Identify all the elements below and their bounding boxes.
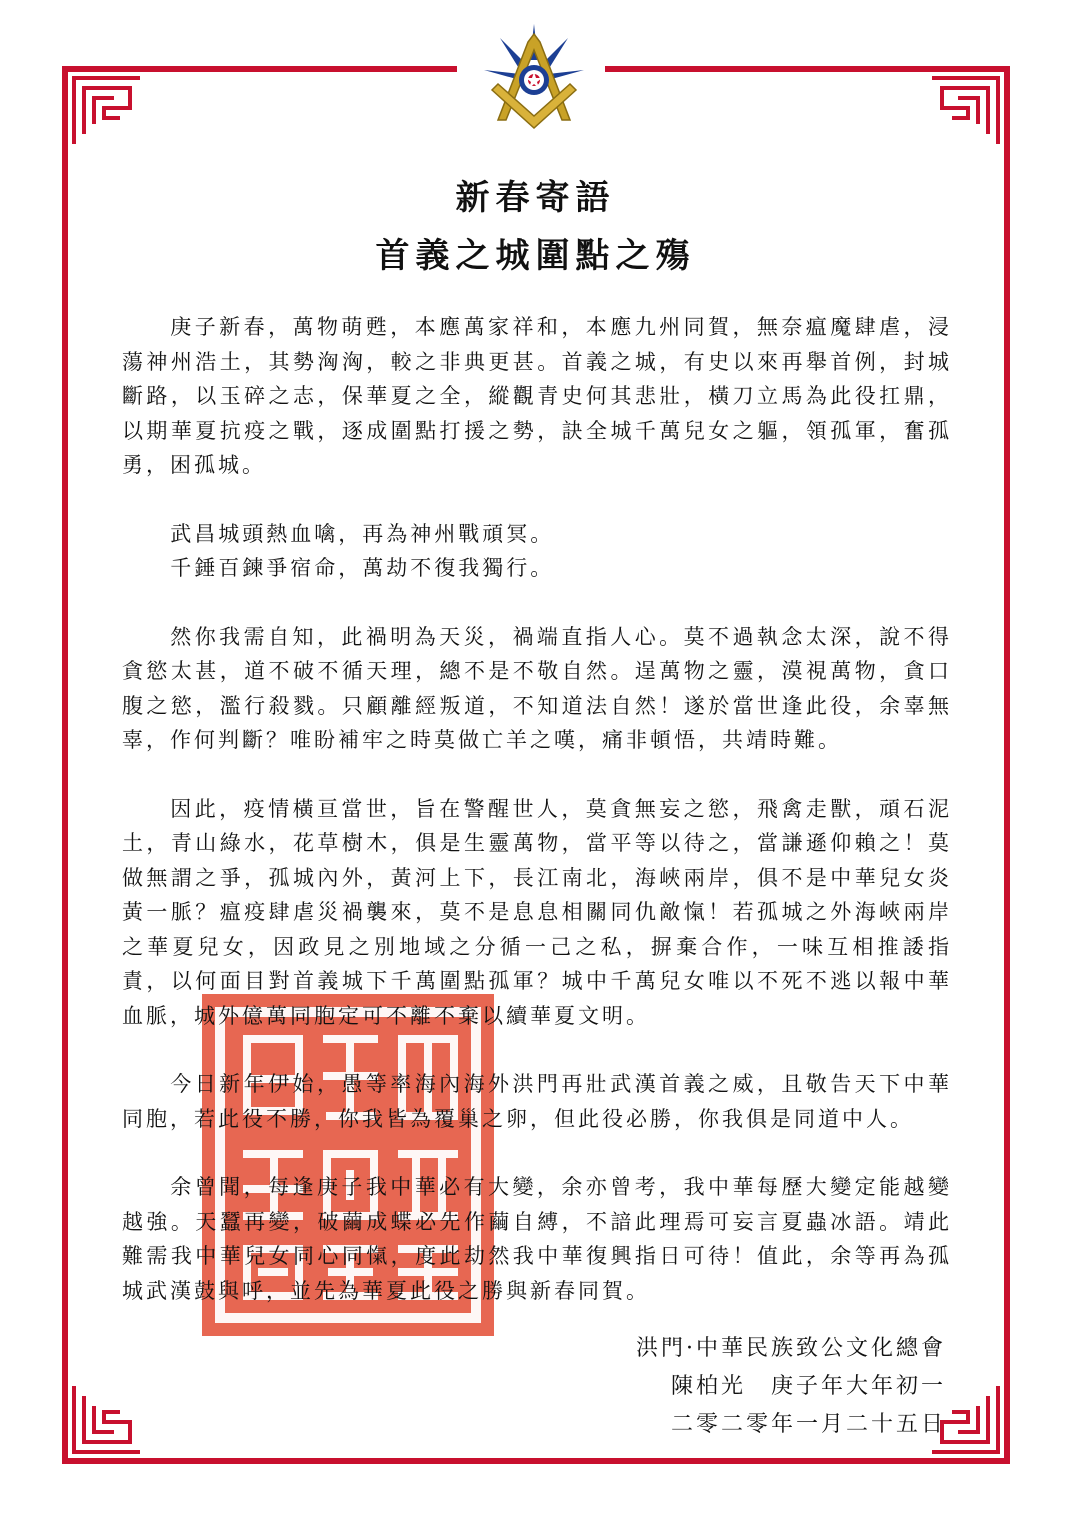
title-line-1: 新春寄語 <box>455 178 616 218</box>
signature-author: 陳柏光 庚子年大年初一 <box>670 1374 946 1399</box>
poem <box>122 517 952 586</box>
paragraph-1: 庚子新春，萬物萌甦，本應萬家祥和，本應九州同賀，無奈瘟魔肆虐，浸蕩神州浩土，其勢洶洶，較之非典更甚。首義之城，有史以來再舉首例，封城斷路，以玉碎之志，保華夏之全，縱觀青史何其悲壯，橫刀立馬為此役扛鼎，以期華夏抗疫之戰，逐成圍點打援之勢，訣全城千萬兒女之軀，領孤軍，奮孤勇，困孤城。 <box>122 315 952 477</box>
corner-ornament-icon <box>928 74 1002 148</box>
paragraph-3: 因此，疫情橫亘當世，旨在警醒世人，莫貪無妄之慾，飛禽走獸，頑石泥土，青山綠水，花草樹木，俱是生靈萬物，當平等以待之，當謙遜仰賴之！莫做無謂之爭，孤城內外，黃河上下，長江南北，海峽兩岸，俱不是中華兒女炎黃一脈？瘟疫肆虐災禍襲來，莫不是息息相關同仇敵愾！若孤城之外海峽兩岸之華夏兒女，因政見之別地域之分循一己之私，摒棄合作，一味互相推諉指責，以何面目對首義城下千萬圍點孤軍？城中千萬兒女唯以不死不逃以報中華血脈，城外億萬同胞定可不離不棄以續華夏文明。 <box>122 796 952 1028</box>
signature-block <box>636 1330 946 1444</box>
paragraph-4: 今日新年伊始，愚等率海內海外洪門再壯武漢首義之威，且敬告天下中華同胞，若此役不勝，你我皆為覆巢之卵，但此役必勝，你我俱是同道中人。 <box>122 1072 952 1131</box>
letter-body <box>122 310 952 1342</box>
masonic-square-compass-emblem-icon <box>478 20 590 132</box>
frame-top-left-line <box>62 66 457 72</box>
poem-line-1: 武昌城頭熱血噙，再為神州戰頑冥。 <box>170 521 555 546</box>
frame-bottom-line <box>62 1458 1010 1464</box>
paragraph-5: 余曾聞，每逢庚子我中華必有大變，余亦曾考，我中華每歷大變定能越變越強。天蠶再變，破繭成蝶必先作繭自縛，不諳此理焉可妄言夏蟲冰語。靖此難需我中華兒女同心同愾，度此劫然我中華復興指日可待！值此，余等再為孤城武漢鼓與呼，並先為華夏此役之勝與新春同賀。 <box>122 1175 952 1303</box>
poem-line-2: 千錘百鍊爭宿命，萬劫不復我獨行。 <box>170 556 555 580</box>
signature-date: 二零二零年一月二十五日 <box>670 1412 946 1437</box>
title-line-2: 首義之城圍點之殤 <box>375 236 696 276</box>
frame-top-right-line <box>605 66 1010 72</box>
signature-org: 洪門·中華民族致公文化總會 <box>636 1336 946 1361</box>
paragraph-2: 然你我需自知，此禍明為天災，禍端直指人心。莫不過執念太深，說不得貪慾太甚，道不破不循天理，總不是不敬自然。逞萬物之靈，漠視萬物，貪口腹之慾，濫行殺戮。只顧離經叛道，不知道法自然！遂於當世逢此役，余辜無辜，作何判斷？唯盼補牢之時莫做亡羊之嘆，痛非頓悟，共靖時難。 <box>122 624 952 752</box>
corner-ornament-icon <box>70 74 144 148</box>
corner-ornament-icon <box>70 1382 144 1456</box>
